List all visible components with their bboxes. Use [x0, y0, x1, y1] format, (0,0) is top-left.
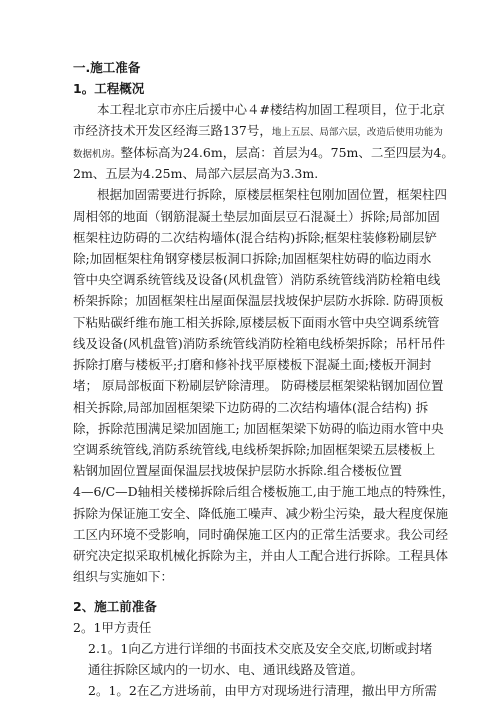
p2-line: 相关拆除,局部加固框架梁下边防碍的二次结构墙体(混合结构) 拆: [73, 400, 429, 415]
section1-title: 1。工程概况: [73, 81, 145, 96]
p1-line4: 2m、五层为4.25m、局部六层层高为3.3m.: [73, 166, 319, 181]
heading-main: 一.施工准备: [73, 60, 141, 75]
p2-line: 粘钢加固位置屋面保温层找坡保护层防水拆除.组合楼板位置: [73, 463, 402, 478]
p2-line: 下粘贴碳纤维布施工相关拆除,原楼层板下面雨水管中央空调系统管: [73, 315, 440, 330]
p2-line: 管中央空调系统管线及设备(风机盘管）消防系统管线消防栓箱电线: [73, 272, 441, 287]
p2-line: 桥架拆除；加固框架柱出屋面保温层找坡保护层防水拆除. 防碍顶板: [73, 293, 444, 308]
p2-line: 根据加固需要进行拆除，原楼层框架柱包刚加固位置，框架柱四: [97, 187, 448, 202]
p2-line: 空调系统管线,消防系统管线,电线桥架拆除;加固框架梁五层楼板上: [73, 442, 436, 457]
section2-item: 2.1。1向乙方进行详细的书面技术交底及安全交底,切断或封堵: [88, 641, 433, 656]
p2-line: 研究决定拟采取机械化拆除为主，并由人工配合进行拆除。工程具体: [73, 548, 449, 563]
p1-line2-small: 地上五层、局部六层，改造后使用功能为: [271, 127, 443, 138]
p2-line: 堵； 原局部板面下粉刷层铲除清理。 防碍楼层框架梁粘钢加固位置: [73, 378, 444, 393]
p1-line1: 本工程北京市亦庄后援中心４#楼结构加固工程项目，位于北京: [97, 102, 445, 117]
section2-item: 2。1。2在乙方进场前，由甲方对现场进行清理，撤出甲方所需: [88, 683, 437, 698]
p2-line: 除，拆除范围满足梁加固施工; 加固框架梁下妨碍的临边雨水管中央: [73, 421, 444, 436]
p2-line: 除;加固框架柱角钢穿楼层板洞口拆除;加固框架柱妨碍的临边雨水: [73, 251, 432, 266]
p1-line2-main: 市经济技术开发区经海三路137号，: [73, 123, 272, 138]
section2-sub: 2。1甲方责任: [73, 620, 152, 635]
p1-line3-main: 整体标高为24.6m，层高：首层为4。75m、二至四层为4。: [120, 145, 454, 160]
p2-line: 4—6/C—D轴相关楼梯拆除后组合楼板施工,由于施工地点的特殊性，: [73, 484, 455, 499]
p1-line2: [73, 120, 443, 144]
p2-line: 拆除打磨与楼板平;打磨和修补找平原楼板下混凝土面;楼板开洞封: [73, 357, 432, 372]
p1-line3-small: 数据机房。: [73, 149, 121, 160]
section2-title: 2、施工前准备: [73, 599, 157, 614]
section2-item: 通往拆除区域内的一切水、电、通讯线路及管道。: [88, 662, 364, 677]
p2-line: 拆除为保证施工安全、降低施工噪声、减少粉尘污染，最大程度保施: [73, 506, 449, 521]
p2-line: 框架柱边防碍的二次结构墙体(混合结构)拆除;框架柱装修粉刷层铲: [73, 230, 437, 245]
p2-line: 周相邻的地面（钢筋混凝土垫层加面层豆石混凝土）拆除;局部加固: [73, 209, 440, 224]
p2-line: 线及设备(风机盘管)消防系统管线消防栓箱电线桥架拆除；吊杆吊件: [73, 336, 446, 351]
p2-line: 组织与实施如下：: [73, 569, 174, 584]
p2-line: 工区内环境不受影响，同时确保施工区内的正常生活要求。我公司经: [73, 527, 449, 542]
